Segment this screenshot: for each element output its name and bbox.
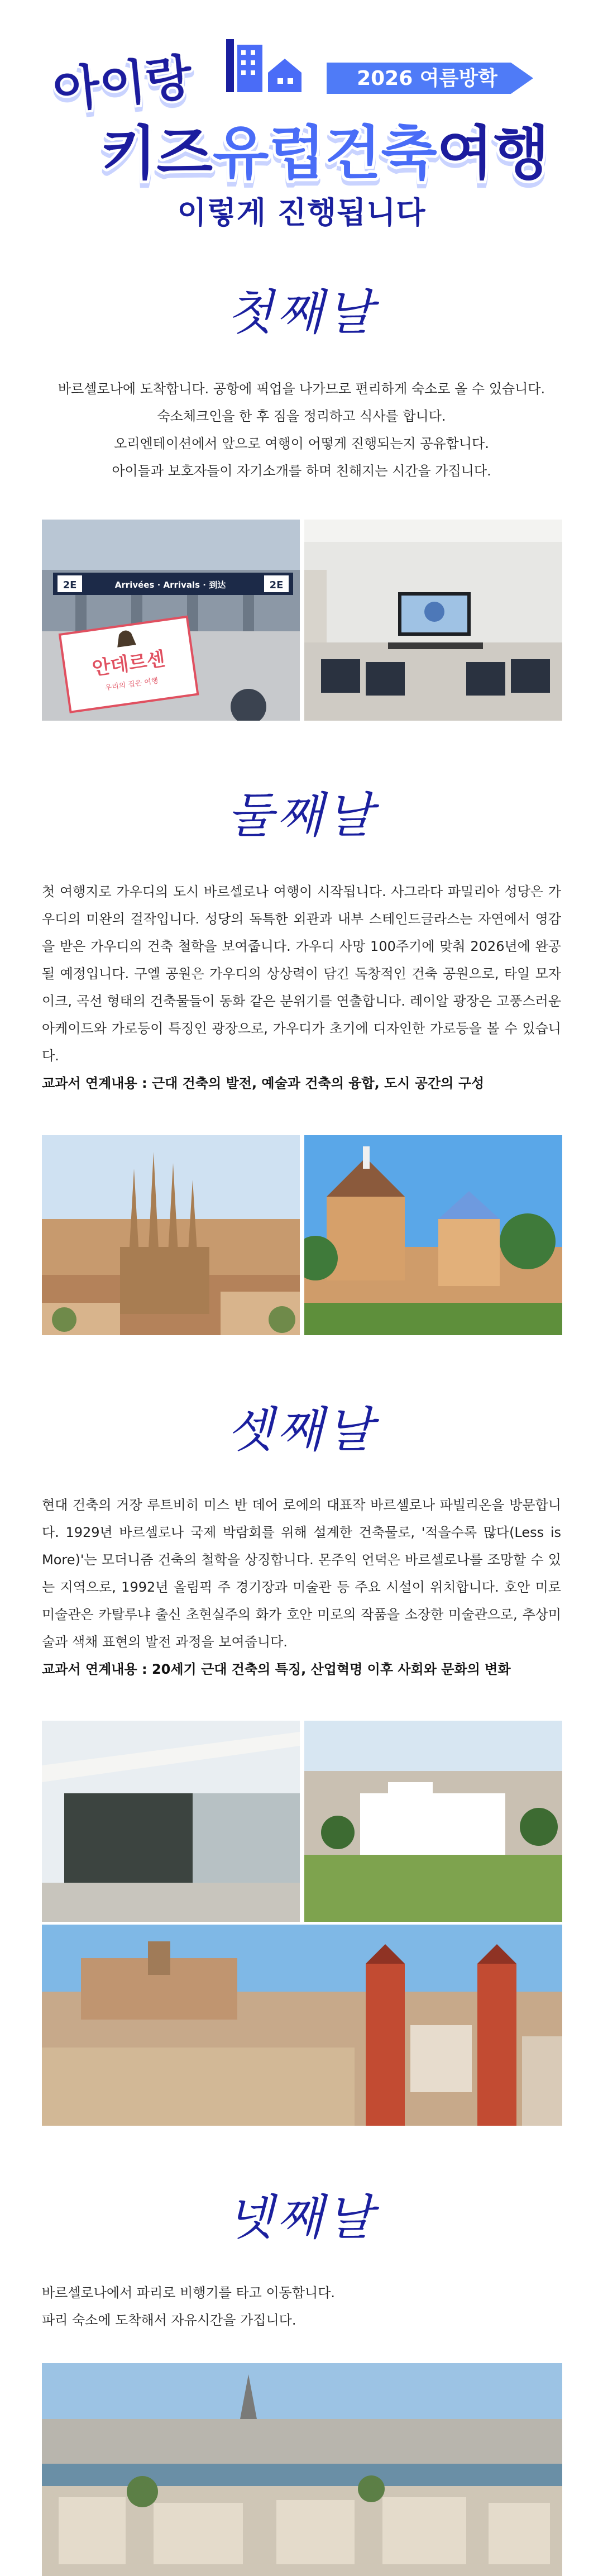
airport-sign-center: Arrivées · Arrivals · 到达 bbox=[114, 580, 226, 590]
meeting-room-photo bbox=[304, 520, 562, 721]
airport-sign-right: 2E bbox=[269, 579, 284, 591]
placa-espanya-photo bbox=[42, 1925, 562, 2126]
airport-sign-left: 2E bbox=[63, 579, 77, 591]
title-line1: 아이랑 bbox=[50, 49, 195, 120]
day2-curriculum: 교과서 연계내용 : 근대 건축의 발전, 예술과 건축의 융합, 도시 공간의 구성 bbox=[42, 1075, 485, 1091]
welcome-card-subtext: 우리의 집은 여행 bbox=[104, 677, 159, 693]
day1-line: 바르셀로나에 도착합니다. 공항에 픽업을 나가므로 편리하게 숙소로 올 수 있습니다. bbox=[58, 381, 545, 397]
day1-description bbox=[42, 375, 561, 485]
day4-line: 바르셀로나에서 파리로 비행기를 타고 이동합니다. bbox=[42, 2285, 336, 2301]
day4-title: 넷째날 bbox=[227, 2190, 376, 2246]
sagrada-familia-photo bbox=[42, 1135, 300, 1335]
day1-line: 아이들과 보호자들이 자기소개를 하며 친해지는 시간을 가집니다. bbox=[112, 463, 491, 479]
barcelona-pavilion-photo bbox=[42, 1721, 300, 1922]
day4-line: 파리 숙소에 도착해서 자유시간을 가집니다. bbox=[42, 2312, 296, 2328]
welcome-card-text: 안데르센 bbox=[90, 647, 167, 680]
day2-title: 둘째날 bbox=[227, 788, 376, 844]
day1-line: 오리엔테이션에서 앞으로 여행이 어떻게 진행되는지 공유합니다. bbox=[114, 436, 489, 451]
title-line2: 키즈유럽건축여행 bbox=[100, 119, 549, 187]
airport-photo bbox=[42, 520, 300, 721]
day2-description bbox=[42, 878, 561, 1097]
montjuic-photo bbox=[304, 1721, 562, 1922]
day1-title: 첫째날 bbox=[227, 285, 376, 341]
header bbox=[0, 0, 603, 263]
day2-text: 첫 여행지로 가우디의 도시 바르셀로나 여행이 시작됩니다. 사그라다 파밀리아 성당은 가우디의 미완의 걸작입니다. 성당의 독특한 외관과 내부 스테인드글라스는 자연에서 영감을 받은 가우디의 건축 철학을 보여줍니다. 가우디 사망 100주기에 맞춰 2026년에 완공될 예정입니다. 구엘 공원은 가우디의 상상력이 담긴 독창적인 건축 공원으로, 타일 모자이크, 곡선 형태의 건축물들이 동화 같은 분위기를 연출합니다. 레이알 광장은 고풍스러운 아케이드와 가로등이 특징인 광장으로, 가우디가 초기에 디자인한 가로등을 볼 수 있습니다. bbox=[42, 884, 561, 1064]
park-guell-photo bbox=[304, 1135, 562, 1335]
day3-text: 현대 건축의 거장 루트비히 미스 반 데어 로에의 대표작 바르셀로나 파빌리온을 방문합니다. 1929년 바르셀로나 국제 박람회를 위해 설계한 건축물로, '적을수록 많다(Less is More)'는 모더니즘 건축의 철학을 상징합니다. 몬주익 언덕은 바르셀로나를 조망할 수 있는 지역으로, 1992년 올림픽 주 경기장과 미술관 등 주요 시설이 위치합니다. 호안 미로 미술관은 카탈루냐 출신 초현실주의 화가 호안 미로의 작품을 소장한 미술관으로, 추상미술과 색채 표현의 발전 과정을 보여줍니다. bbox=[42, 1497, 561, 1650]
day4-description bbox=[42, 2279, 561, 2334]
page-subtitle: 이렇게 진행됩니다 bbox=[177, 195, 426, 230]
paris-cityscape-photo bbox=[42, 2363, 562, 2576]
badge-text: 2026 여름방학 bbox=[357, 67, 497, 90]
buildings-icon bbox=[226, 39, 302, 92]
day3-description bbox=[42, 1492, 561, 1683]
day3-title: 셋째날 bbox=[227, 1402, 376, 1458]
day3-curriculum: 교과서 연계내용 : 20세기 근대 건축의 특징, 산업혁명 이후 사회와 문화의 변화 bbox=[42, 1661, 511, 1677]
day1-line: 숙소체크인을 한 후 짐을 정리하고 식사를 합니다. bbox=[157, 408, 446, 424]
title-logo bbox=[47, 34, 556, 201]
